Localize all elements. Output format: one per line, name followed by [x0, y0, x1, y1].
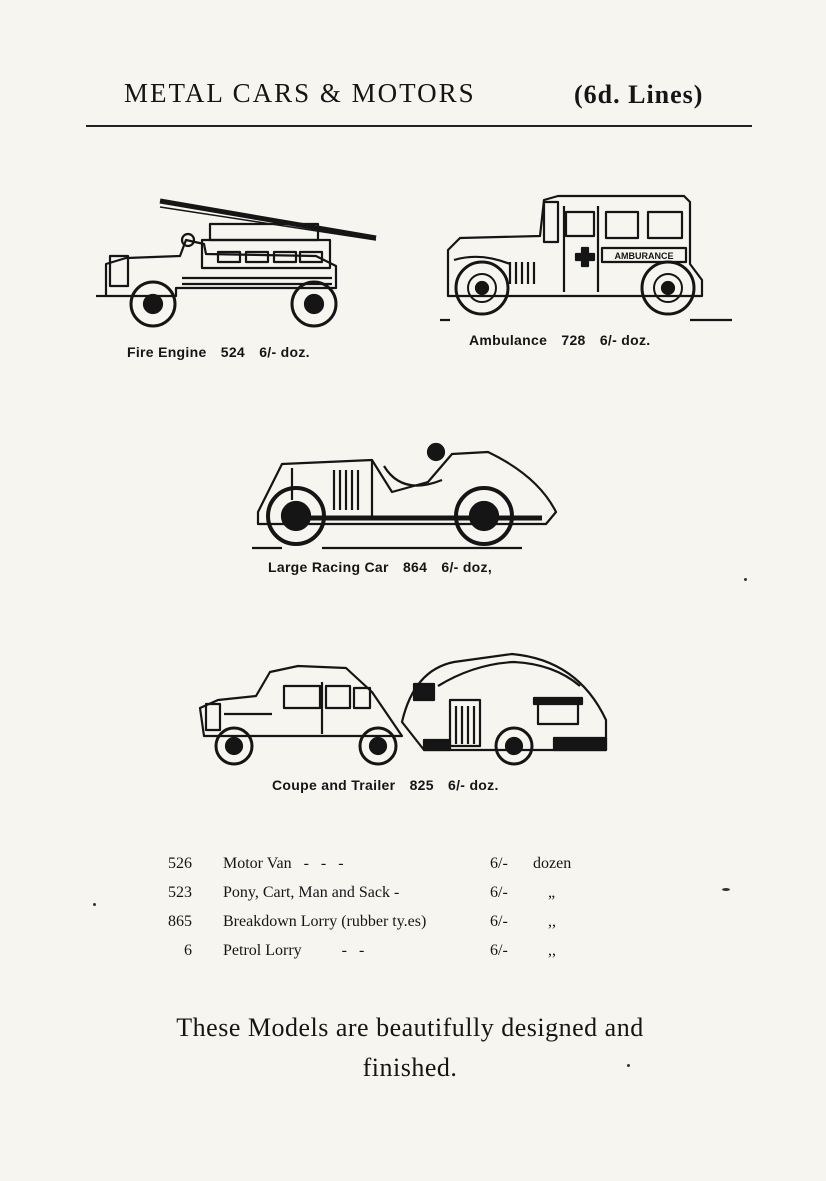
- product-price: 6/- doz,: [441, 559, 493, 575]
- product-caption-coupe-trailer: [272, 777, 499, 793]
- product-price: 6/- doz.: [599, 332, 651, 348]
- item-number: 865: [168, 913, 192, 930]
- item-unit: ,,: [548, 942, 556, 959]
- product-name: Coupe and Trailer: [272, 777, 396, 793]
- footer-note: [100, 1008, 720, 1088]
- footer-line-2: finished.: [362, 1053, 458, 1082]
- item-name: Breakdown Lorry (rubber ty.es): [223, 913, 427, 930]
- item-name: Motor Van - - -: [223, 855, 344, 872]
- paper-speck: [627, 1064, 630, 1067]
- item-number: 526: [168, 855, 192, 872]
- racing-car-illustration: [252, 440, 560, 556]
- paper-speck: [722, 888, 730, 891]
- product-caption-ambulance: [469, 332, 650, 348]
- item-name: Pony, Cart, Man and Sack -: [223, 884, 400, 901]
- item-number: 523: [168, 884, 192, 901]
- item-unit: dozen: [533, 855, 572, 872]
- product-caption-fire-engine: [127, 344, 310, 360]
- item-name: Petrol Lorry - -: [223, 942, 365, 959]
- product-number: 524: [220, 344, 246, 360]
- ambulance-illustration: [440, 192, 736, 326]
- header-rule: [86, 125, 752, 127]
- product-name: Large Racing Car: [268, 559, 389, 575]
- product-name: Ambulance: [469, 332, 548, 348]
- product-price: 6/- doz.: [259, 344, 310, 360]
- product-number: 864: [402, 559, 428, 575]
- coupe-trailer-illustration: [194, 650, 610, 770]
- fire-engine-illustration: [96, 196, 381, 334]
- ambulance-side-text: AMBURANCE: [614, 251, 674, 261]
- footer-line-1: These Models are beautifully designed and: [176, 1013, 644, 1042]
- paper-speck: [93, 903, 96, 906]
- item-price: 6/-: [490, 884, 508, 901]
- item-unit: „: [548, 884, 556, 901]
- item-price: 6/-: [490, 913, 508, 930]
- item-price: 6/-: [490, 942, 508, 959]
- product-number: 728: [561, 332, 586, 348]
- price-range-label: (6d. Lines): [574, 80, 704, 109]
- item-unit: ,,: [548, 913, 556, 930]
- item-price: 6/-: [490, 855, 508, 872]
- product-number: 825: [409, 777, 434, 793]
- paper-speck: [744, 578, 747, 581]
- page-title: METAL CARS & MOTORS: [124, 78, 476, 108]
- product-name: Fire Engine: [127, 344, 207, 360]
- product-price: 6/- doz.: [448, 777, 499, 793]
- item-number: 6: [184, 942, 192, 959]
- product-caption-racing-car: [268, 559, 492, 575]
